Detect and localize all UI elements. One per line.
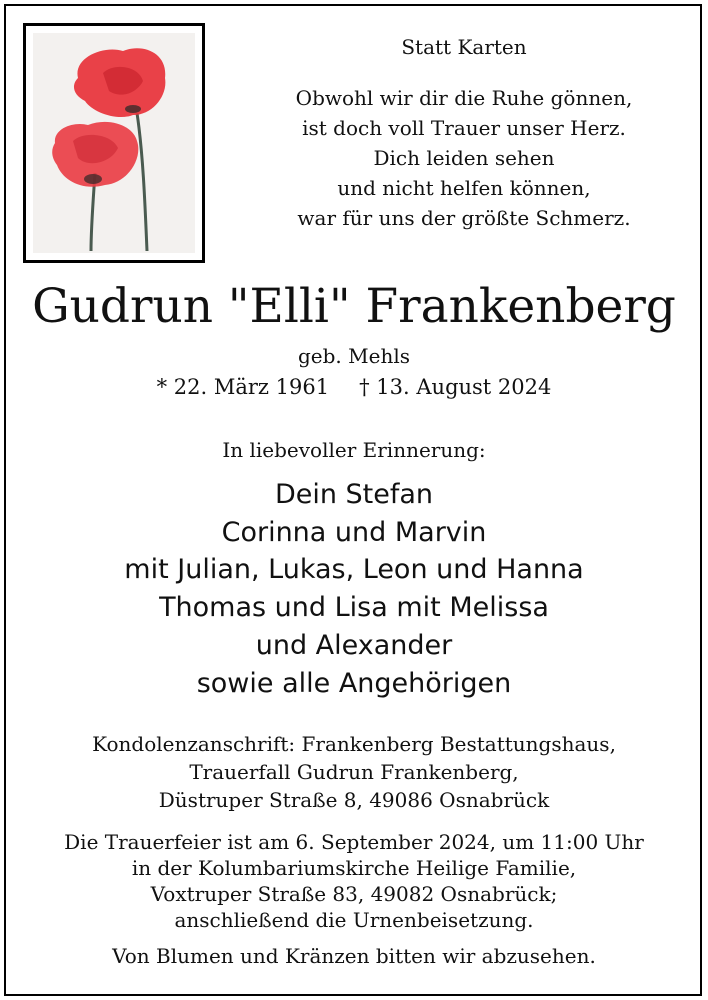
poem <box>256 32 672 233</box>
death-date: † 13. August 2024 <box>359 375 552 399</box>
poem-line: Obwohl wir dir die Ruhe gönnen, <box>295 86 633 110</box>
family-line: Thomas und Lisa mit Melissa <box>159 592 549 624</box>
birth-date: * 22. März 1961 <box>156 375 330 399</box>
ceremony-info <box>0 829 708 933</box>
condolence-address <box>0 730 708 814</box>
condolence-line: Kondolenzanschrift: Frankenberg Bestattungshaus, <box>92 732 616 756</box>
statt-karten-heading: Statt Karten <box>401 35 527 59</box>
family-line: sowie alle Angehörigen <box>196 667 512 699</box>
family-line: und Alexander <box>255 629 453 661</box>
poppy-watercolor-icon <box>33 33 195 253</box>
deceased-name: Gudrun "Elli" Frankenberg <box>32 279 676 334</box>
life-dates <box>0 372 708 402</box>
birth-name: geb. Mehls <box>297 344 410 368</box>
family-line: Corinna und Marvin <box>221 516 487 548</box>
ceremony-line: Voxtruper Straße 83, 49082 Osnabrück; <box>150 882 558 906</box>
closing-note: Von Blumen und Kränzen bitten wir abzusehen. <box>112 944 596 968</box>
family-list <box>0 476 708 702</box>
family-line: Dein Stefan <box>274 479 434 510</box>
ceremony-line: anschließend die Urnenbeisetzung. <box>174 908 534 932</box>
poem-line: ist doch voll Trauer unser Herz. <box>302 116 626 140</box>
ceremony-line: in der Kolumbariumskirche Heilige Familie, <box>131 856 577 880</box>
family-line: mit Julian, Lukas, Leon und Hanna <box>124 554 584 586</box>
ceremony-line: Die Trauerfeier ist am 6. September 2024, um 11:00 Uhr <box>64 830 644 854</box>
poem-line: war für uns der größte Schmerz. <box>297 206 631 230</box>
condolence-line: Trauerfall Gudrun Frankenberg, <box>189 760 519 784</box>
memory-intro: In liebevoller Erinnerung: <box>222 438 486 462</box>
poppy-photo <box>23 23 205 263</box>
poem-line: und nicht helfen können, <box>337 176 591 200</box>
condolence-line: Düstruper Straße 8, 49086 Osnabrück <box>158 788 550 812</box>
poem-line: Dich leiden sehen <box>373 146 555 170</box>
